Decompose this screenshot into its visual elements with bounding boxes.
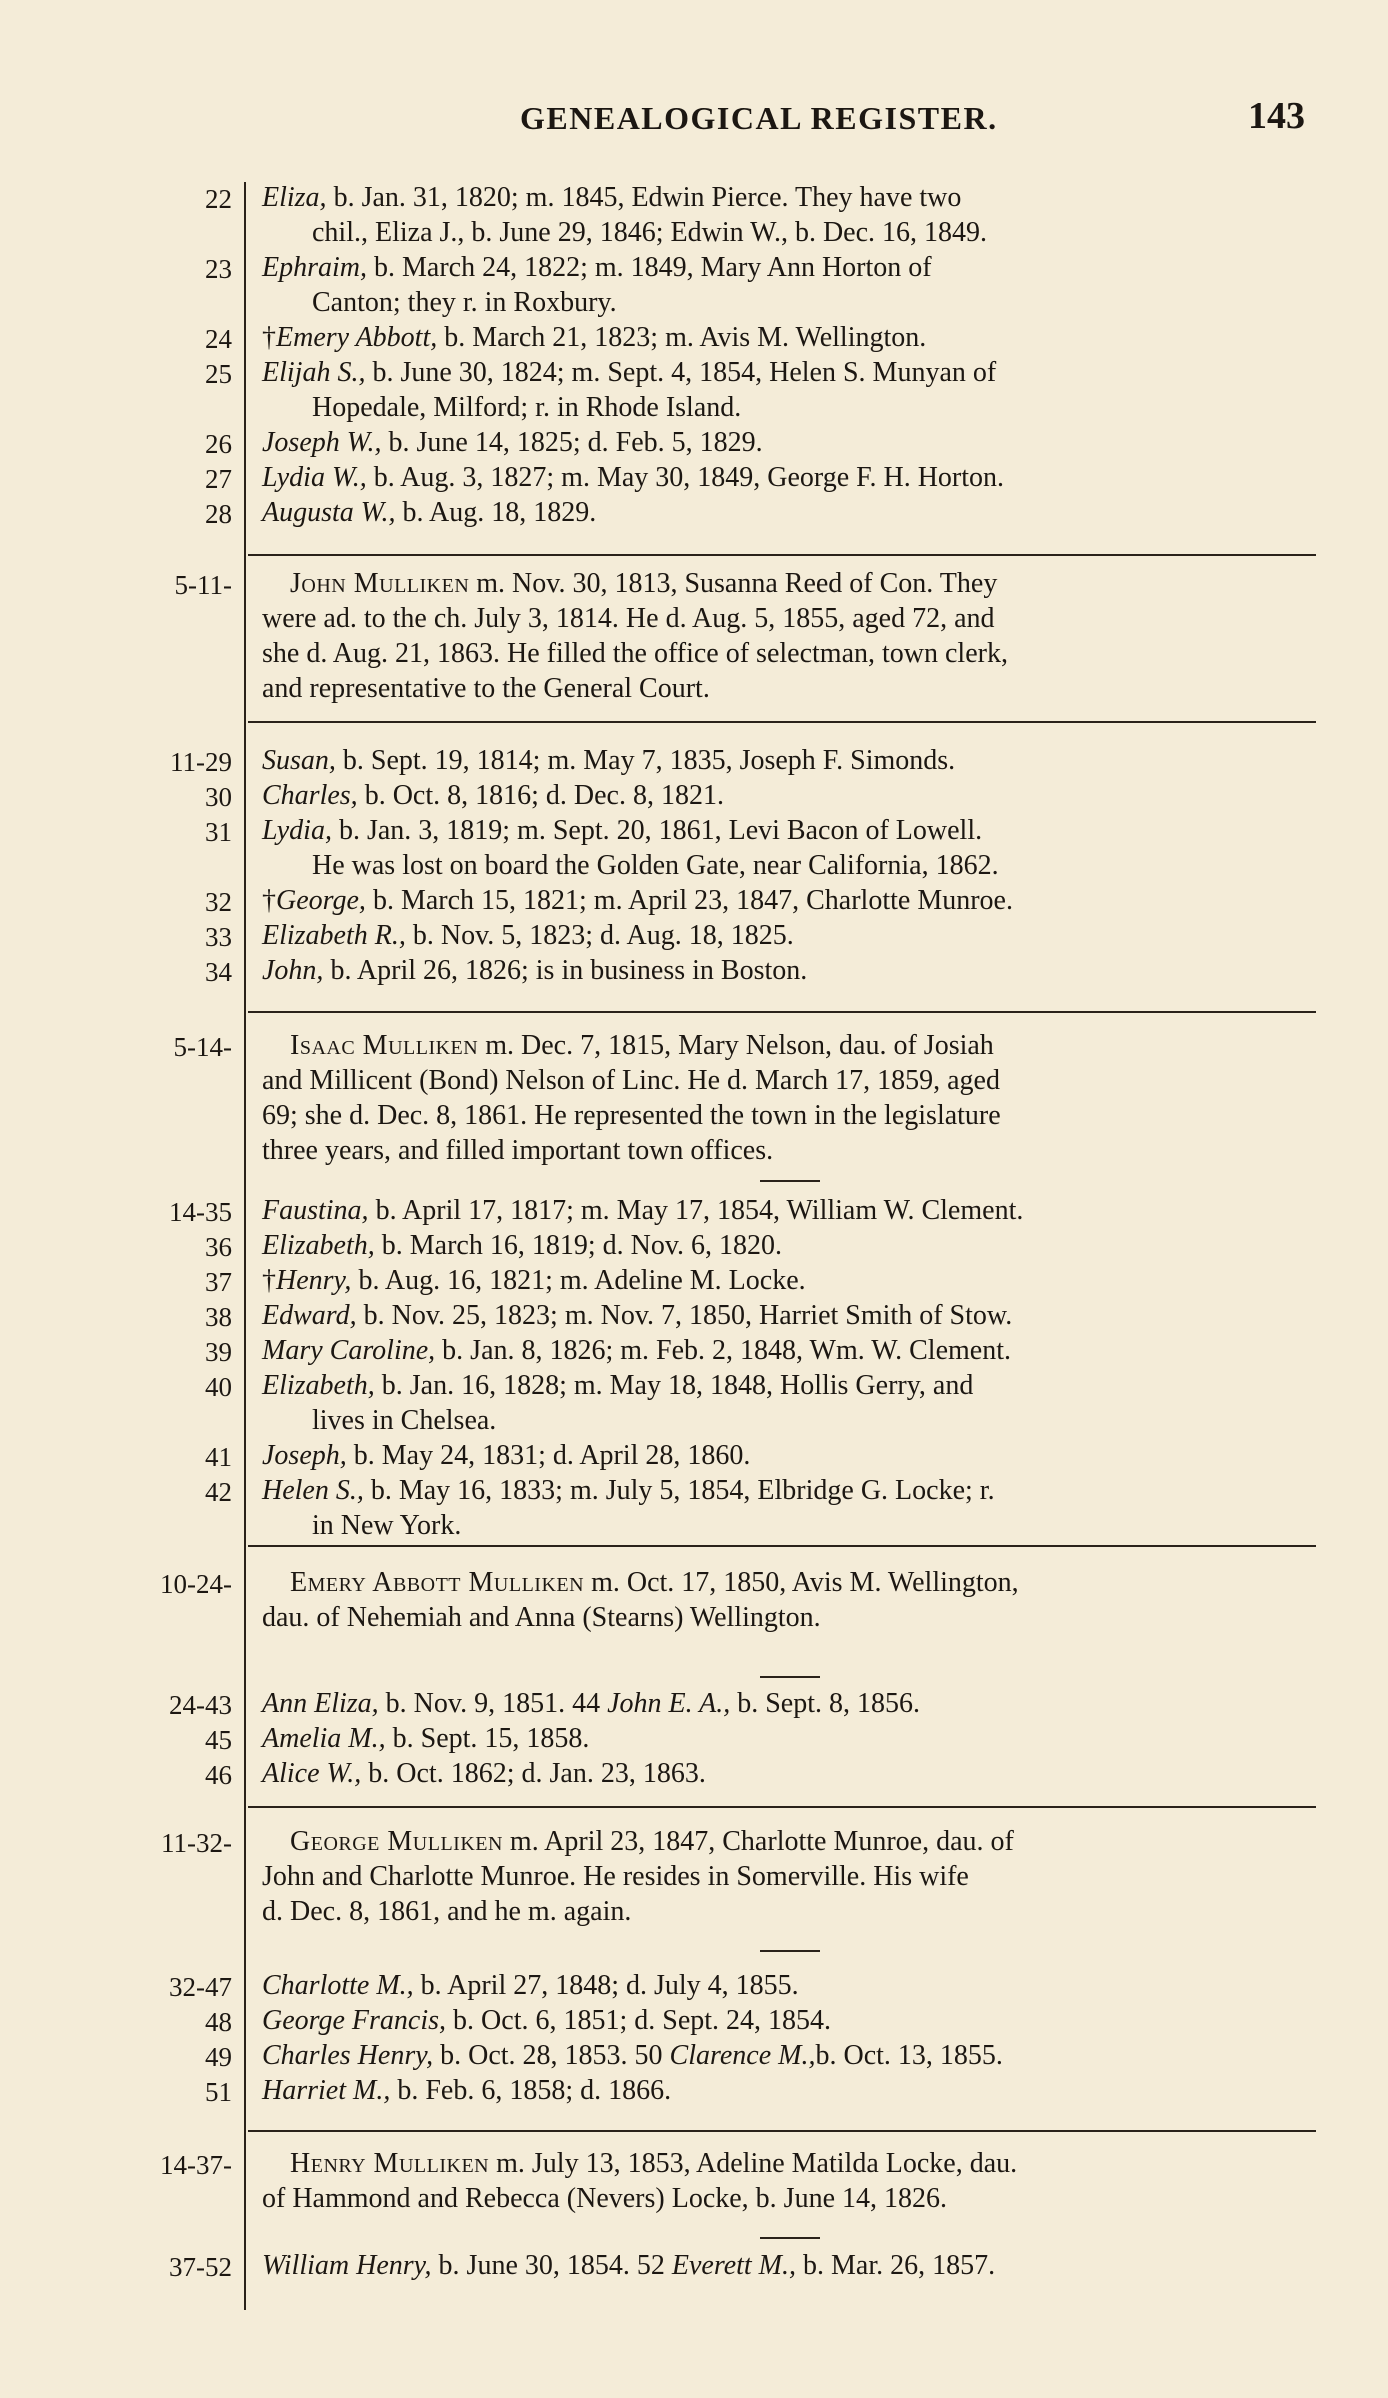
family-paragraph-line <box>262 1065 1000 1097</box>
entry-text: b. Aug. 18, 1829. <box>395 497 597 528</box>
person-name: Susan, <box>262 745 336 776</box>
person-name: Joseph, <box>262 1440 347 1471</box>
family-paragraph-line <box>262 673 710 705</box>
child-entry-line <box>262 885 1013 917</box>
entry-text: b. Sept. 15, 1858. <box>385 1723 590 1754</box>
child-number: 26 <box>205 429 232 459</box>
child-number: 33 <box>205 922 232 952</box>
child-number: 30 <box>205 782 232 812</box>
child-number: 22 <box>205 184 232 214</box>
short-rule <box>760 1950 820 1952</box>
child-number: 24 <box>205 324 232 354</box>
entry-text: m. July 13, 1853, Adeline Matilda Locke, dau. <box>489 2148 1018 2179</box>
entry-text: John and Charlotte Munroe. He resides in Somerville. His wife <box>262 1861 969 1892</box>
child-entry-line <box>262 252 932 284</box>
person-name: John, <box>262 955 324 986</box>
entry-text: b. May 24, 1831; d. April 28, 1860. <box>346 1440 751 1471</box>
family-number: 5-11- <box>174 570 232 600</box>
entry-text: three years, and filled important town offices. <box>262 1135 774 1166</box>
section-rule <box>248 1806 1316 1808</box>
entry-text: † <box>262 885 276 916</box>
entry-text: b. Jan. 3, 1819; m. Sept. 20, 1861, Levi Bacon of Lowell. <box>331 815 983 846</box>
child-entry-line <box>262 1265 806 1297</box>
entry-text: b. Oct. 1862; d. Jan. 23, 1863. <box>361 1758 706 1789</box>
person-name: Lydia W., <box>262 462 367 493</box>
child-entry-line <box>312 850 999 882</box>
family-paragraph-line <box>262 1861 969 1893</box>
person-name: Helen S., <box>262 1475 364 1506</box>
person-name: Joseph W., <box>262 427 382 458</box>
child-number: 45 <box>205 1725 232 1755</box>
entry-text: of Hammond and Rebecca (Nevers) Locke, b. June 14, 1826. <box>262 2183 948 2214</box>
person-name: Elijah S., <box>262 357 366 388</box>
entry-text: b. April 17, 1817; m. May 17, 1854, William W. Clement. <box>368 1195 1024 1226</box>
child-entry-line <box>262 2005 831 2037</box>
child-number: 25 <box>205 359 232 389</box>
child-entry-line <box>262 1370 973 1402</box>
section-rule <box>248 1545 1316 1547</box>
person-name: Augusta W., <box>262 497 396 528</box>
child-number: 11-29 <box>170 747 232 777</box>
entry-text: b. Nov. 5, 1823; d. Aug. 18, 1825. <box>405 920 794 951</box>
person-name: Charlotte M., <box>262 1970 414 2001</box>
entry-text: b. Jan. 31, 1820; m. 1845, Edwin Pierce. They have two <box>326 182 962 213</box>
person-name: Eliza, <box>262 182 327 213</box>
family-paragraph-line <box>290 568 997 600</box>
child-entry-line <box>262 497 596 529</box>
entry-text: d. Dec. 8, 1861, and he m. again. <box>262 1896 632 1927</box>
family-head-name: Emery Abbott Mulliken <box>290 1567 585 1598</box>
entry-text: b. Nov. 9, 1851. 44 <box>378 1688 608 1719</box>
child-entry-line <box>262 1335 1011 1367</box>
family-head-name: Isaac Mulliken <box>290 1030 479 1061</box>
family-paragraph-line <box>262 2183 947 2215</box>
person-name: George, <box>276 885 366 916</box>
entry-text: in New York. <box>312 1510 462 1541</box>
person-name: Edward, <box>262 1300 357 1331</box>
child-entry-line <box>262 1758 706 1790</box>
family-paragraph-line <box>262 1896 631 1928</box>
child-entry-line <box>262 182 961 214</box>
child-entry-line <box>262 920 794 952</box>
child-number: 36 <box>205 1232 232 1262</box>
section-rule <box>248 1011 1316 1013</box>
person-name: Faustina, <box>262 1195 369 1226</box>
family-number: 11-32- <box>161 1828 232 1858</box>
entry-text: b. Oct. 13, 1855. <box>815 2040 1003 2071</box>
entry-text: He was lost on board the Golden Gate, near California, 1862. <box>312 850 999 881</box>
child-number: 32-47 <box>169 1972 232 2002</box>
child-entry-line <box>262 462 1004 494</box>
child-number: 28 <box>205 499 232 529</box>
child-entry-line <box>312 392 741 424</box>
child-entry-line <box>262 1195 1023 1227</box>
entry-text: chil., Eliza J., b. June 29, 1846; Edwin W., b. Dec. 16, 1849. <box>312 217 988 248</box>
section-rule <box>248 2130 1316 2132</box>
person-name: Clarence M., <box>669 2040 816 2071</box>
entry-text: b. June 14, 1825; d. Feb. 5, 1829. <box>381 427 763 458</box>
child-number: 46 <box>205 1760 232 1790</box>
section-rule <box>248 554 1316 556</box>
short-rule <box>760 1676 820 1678</box>
entry-text: lives in Chelsea. <box>312 1405 497 1436</box>
family-paragraph-line <box>290 2148 1017 2180</box>
child-number: 31 <box>205 817 232 847</box>
child-entry-line <box>262 1300 1012 1332</box>
entry-text: b. Sept. 8, 1856. <box>730 1688 920 1719</box>
column-divider <box>244 182 246 2310</box>
entry-text: b. Nov. 25, 1823; m. Nov. 7, 1850, Harriet Smith of Stow. <box>356 1300 1013 1331</box>
child-number: 14-35 <box>169 1197 232 1227</box>
child-entry-line <box>312 1510 461 1542</box>
entry-text: b. Jan. 8, 1826; m. Feb. 2, 1848, Wm. W. Clement. <box>435 1335 1011 1366</box>
person-name: Emery Abbott, <box>276 322 438 353</box>
family-paragraph-line <box>262 1100 1001 1132</box>
child-number: 37 <box>205 1267 232 1297</box>
person-name: Mary Caroline, <box>262 1335 436 1366</box>
child-entry-line <box>312 217 987 249</box>
entry-text: Canton; they r. in Roxbury. <box>312 287 617 318</box>
child-number: 34 <box>205 957 232 987</box>
entry-text: m. April 23, 1847, Charlotte Munroe, dau. of <box>502 1826 1014 1857</box>
child-number: 37-52 <box>169 2252 232 2282</box>
running-title: GENEALOGICAL REGISTER. <box>520 100 998 136</box>
child-number: 23 <box>205 254 232 284</box>
entry-text: b. Oct. 28, 1853. 50 <box>433 2040 670 2071</box>
entry-text: b. June 30, 1854. 52 <box>431 2250 672 2281</box>
person-name: Everett M., <box>671 2250 797 2281</box>
child-entry-line <box>262 780 724 812</box>
entry-text: b. Feb. 6, 1858; d. 1866. <box>390 2075 672 2106</box>
family-number: 5-14- <box>173 1032 232 1062</box>
child-number: 49 <box>205 2042 232 2072</box>
entry-text: b. May 16, 1833; m. July 5, 1854, Elbridge G. Locke; r. <box>363 1475 995 1506</box>
person-name: Elizabeth R., <box>262 920 406 951</box>
family-paragraph-line <box>262 638 1008 670</box>
family-paragraph-line <box>290 1567 1019 1599</box>
entry-text: b. March 16, 1819; d. Nov. 6, 1820. <box>374 1230 783 1261</box>
entry-text: m. Nov. 30, 1813, Susanna Reed of Con. They <box>469 568 998 599</box>
family-paragraph-line <box>262 1135 773 1167</box>
family-number: 14-37- <box>160 2150 232 2180</box>
entry-text: b. Aug. 3, 1827; m. May 30, 1849, George F. H. Horton. <box>366 462 1005 493</box>
child-entry-line <box>262 745 955 777</box>
section-rule <box>248 721 1316 723</box>
family-paragraph-line <box>262 1602 821 1634</box>
person-name: Elizabeth, <box>262 1370 375 1401</box>
person-name: Alice W., <box>262 1758 362 1789</box>
family-number: 10-24- <box>160 1569 232 1599</box>
entry-text: she d. Aug. 21, 1863. He filled the office of selectman, town clerk, <box>262 638 1008 669</box>
family-paragraph-line <box>290 1826 1014 1858</box>
child-number: 40 <box>205 1372 232 1402</box>
child-number: 48 <box>205 2007 232 2037</box>
child-number: 41 <box>205 1442 232 1472</box>
child-entry-line <box>312 1405 496 1437</box>
entry-text: b. Oct. 6, 1851; d. Sept. 24, 1854. <box>446 2005 832 2036</box>
entry-text: b. March 21, 1823; m. Avis M. Wellington. <box>437 322 927 353</box>
child-entry-line <box>262 955 807 987</box>
short-rule <box>760 2237 820 2239</box>
entry-text: b. March 15, 1821; m. April 23, 1847, Charlotte Munroe. <box>365 885 1013 916</box>
entry-text: m. Oct. 17, 1850, Avis M. Wellington, <box>584 1567 1019 1598</box>
entry-text: and Millicent (Bond) Nelson of Linc. He d. March 17, 1859, aged <box>262 1065 1000 1096</box>
entry-text: b. Jan. 16, 1828; m. May 18, 1848, Hollis Gerry, and <box>374 1370 974 1401</box>
person-name: Charles Henry, <box>262 2040 434 2071</box>
person-name: George Francis, <box>262 2005 447 2036</box>
person-name: William Henry, <box>262 2250 432 2281</box>
entry-text: b. Aug. 16, 1821; m. Adeline M. Locke. <box>351 1265 806 1296</box>
child-number: 27 <box>205 464 232 494</box>
child-number: 38 <box>205 1302 232 1332</box>
entry-text: b. Sept. 19, 1814; m. May 7, 1835, Joseph F. Simonds. <box>335 745 956 776</box>
child-entry-line <box>262 1475 995 1507</box>
child-entry-line <box>262 2040 1003 2072</box>
entry-text: † <box>262 322 276 353</box>
child-entry-line <box>262 2250 995 2282</box>
child-entry-line <box>262 815 982 847</box>
entry-text: Hopedale, Milford; r. in Rhode Island. <box>312 392 742 423</box>
person-name: Elizabeth, <box>262 1230 375 1261</box>
child-number: 39 <box>205 1337 232 1367</box>
child-number: 51 <box>205 2077 232 2107</box>
child-number: 32 <box>205 887 232 917</box>
entry-text: b. March 24, 1822; m. 1849, Mary Ann Horton of <box>367 252 932 283</box>
entry-text: were ad. to the ch. July 3, 1814. He d. Aug. 5, 1855, aged 72, and <box>262 603 995 634</box>
entry-text: b. April 26, 1826; is in business in Boston. <box>323 955 808 986</box>
child-entry-line <box>312 287 617 319</box>
page-number: 143 <box>1248 95 1305 137</box>
family-paragraph-line <box>290 1030 994 1062</box>
person-name: Ephraim, <box>262 252 367 283</box>
child-entry-line <box>262 322 926 354</box>
person-name: Henry, <box>276 1265 352 1296</box>
child-entry-line <box>262 1230 782 1262</box>
person-name: Ann Eliza, <box>262 1688 379 1719</box>
entry-text: b. Mar. 26, 1857. <box>796 2250 996 2281</box>
child-number: 42 <box>205 1477 232 1507</box>
entry-text: † <box>262 1265 276 1296</box>
family-head-name: George Mulliken <box>290 1826 503 1857</box>
child-entry-line <box>262 357 996 389</box>
child-entry-line <box>262 1723 589 1755</box>
person-name: John E. A., <box>607 1688 731 1719</box>
family-head-name: Henry Mulliken <box>290 2148 490 2179</box>
family-head-name: John Mulliken <box>290 568 470 599</box>
child-number: 24-43 <box>169 1690 232 1720</box>
person-name: Charles, <box>262 780 358 811</box>
child-entry-line <box>262 427 763 459</box>
child-entry-line <box>262 1440 750 1472</box>
entry-text: b. April 27, 1848; d. July 4, 1855. <box>413 1970 799 2001</box>
entry-text: dau. of Nehemiah and Anna (Stearns) Wellington. <box>262 1602 821 1633</box>
child-entry-line <box>262 1688 920 1720</box>
child-entry-line <box>262 2075 671 2107</box>
person-name: Harriet M., <box>262 2075 391 2106</box>
entry-text: b. Oct. 8, 1816; d. Dec. 8, 1821. <box>357 780 724 811</box>
entry-text: 69; she d. Dec. 8, 1861. He represented the town in the legislature <box>262 1100 1001 1131</box>
entry-text: b. June 30, 1824; m. Sept. 4, 1854, Helen S. Munyan of <box>365 357 997 388</box>
family-paragraph-line <box>262 603 995 635</box>
child-entry-line <box>262 1970 799 2002</box>
person-name: Amelia M., <box>262 1723 386 1754</box>
entry-text: m. Dec. 7, 1815, Mary Nelson, dau. of Josiah <box>478 1030 994 1061</box>
person-name: Lydia, <box>262 815 332 846</box>
short-rule <box>760 1180 820 1182</box>
entry-text: and representative to the General Court. <box>262 673 710 704</box>
